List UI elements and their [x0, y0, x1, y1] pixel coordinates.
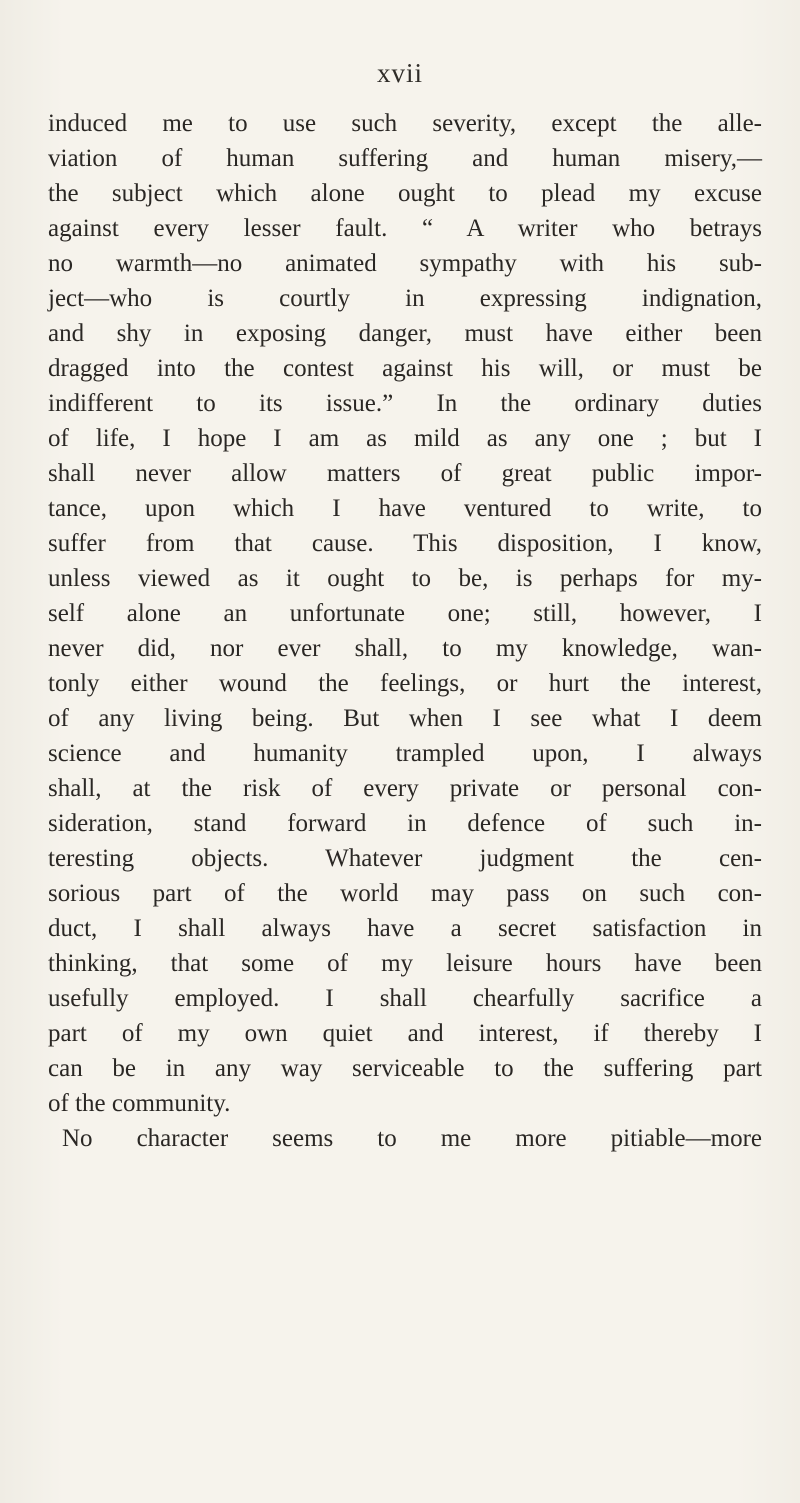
text-line: suffer from that cause. This disposition, I know, — [48, 530, 762, 557]
text-line: self alone an unfortunate one; still, however, I — [48, 600, 762, 627]
text-line: shall never allow matters of great public impor- — [48, 460, 762, 487]
text-line: viation of human suffering and human misery,— — [48, 145, 762, 172]
text-line: no warmth—no animated sympathy with his sub- — [48, 250, 762, 277]
text-line: against every lesser fault. “ A writer who betrays — [48, 215, 762, 242]
text-line: thinking, that some of my leisure hours have been — [48, 950, 762, 977]
text-line: never did, nor ever shall, to my knowledge, wan- — [48, 635, 762, 662]
text-line: ject—who is courtly in expressing indignation, — [48, 285, 762, 312]
text-line: science and humanity trampled upon, I always — [48, 740, 762, 767]
text-line: unless viewed as it ought to be, is perhaps for my- — [48, 565, 762, 592]
text-line: and shy in exposing danger, must have either been — [48, 320, 762, 347]
text-line: shall, at the risk of every private or personal con- — [48, 775, 762, 802]
text-line: the subject which alone ought to plead my excuse — [48, 180, 762, 207]
text-line: duct, I shall always have a secret satisfaction in — [48, 915, 762, 942]
text-line: teresting objects. Whatever judgment the cen- — [48, 845, 762, 872]
text-line: of any living being. But when I see what I deem — [48, 705, 762, 732]
paragraph-start-line: No character seems to me more pitiable—more — [62, 1125, 762, 1152]
text-line: dragged into the contest against his will, or must be — [48, 355, 762, 382]
text-line: of life, I hope I am as mild as any one ; but I — [48, 425, 762, 452]
paragraph-end-line: of the community. — [48, 1090, 231, 1117]
text-line: sideration, stand forward in defence of such in- — [48, 810, 762, 837]
text-line: tonly either wound the feelings, or hurt the interest, — [48, 670, 762, 697]
page-number: xvii — [376, 58, 423, 88]
body-text — [48, 106, 762, 1156]
text-line: usefully employed. I shall chearfully sacrifice a — [48, 985, 762, 1012]
text-line: induced me to use such severity, except the alle- — [48, 110, 762, 137]
text-line: tance, upon which I have ventured to write, to — [48, 495, 762, 522]
text-line: part of my own quiet and interest, if thereby I — [48, 1020, 762, 1047]
text-line: can be in any way serviceable to the suffering part — [48, 1055, 762, 1082]
text-line: sorious part of the world may pass on such con- — [48, 880, 762, 907]
text-line: indifferent to its issue.” In the ordinary duties — [48, 390, 762, 417]
